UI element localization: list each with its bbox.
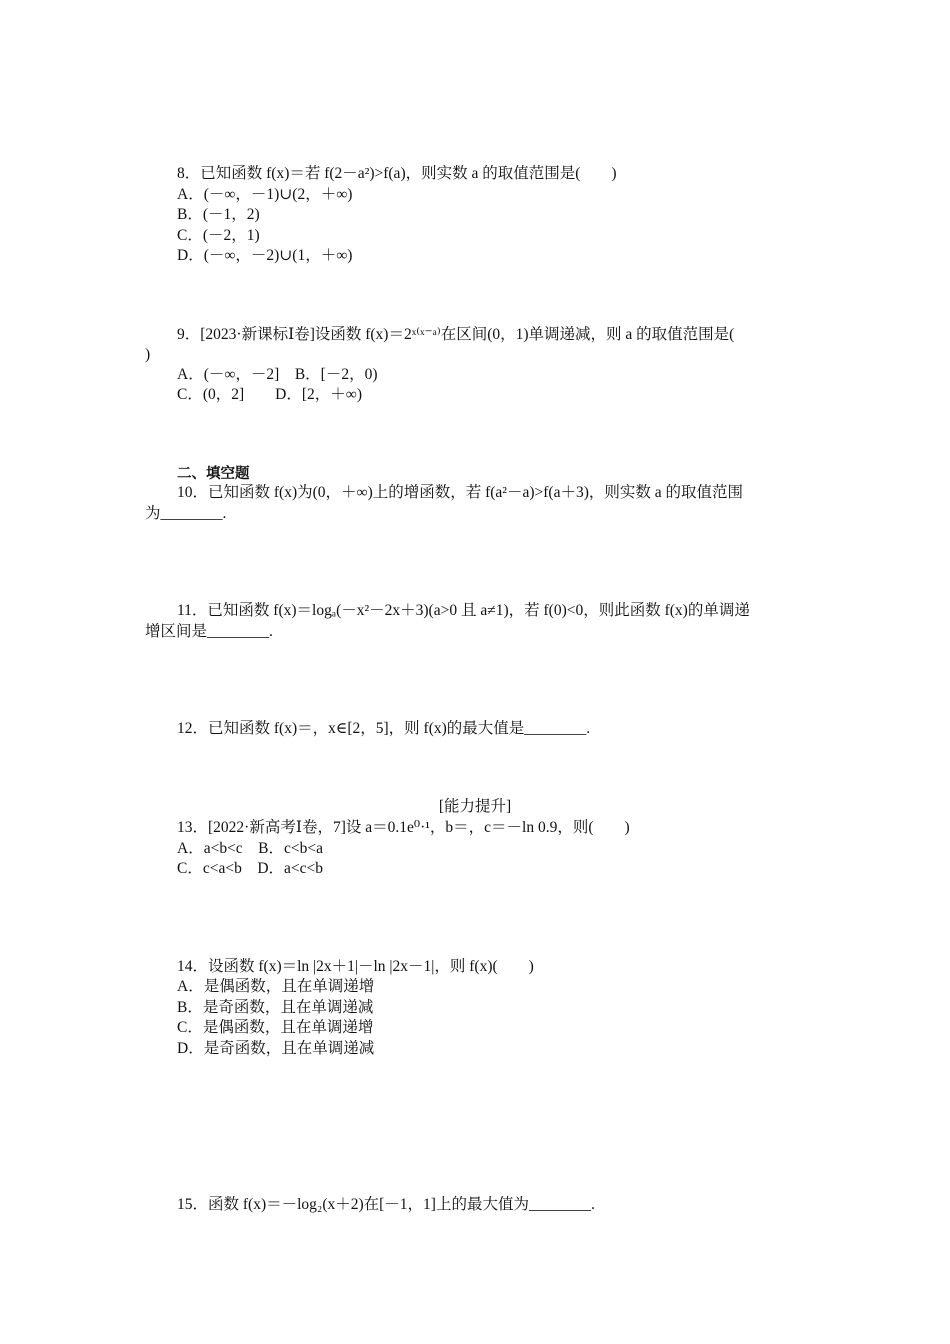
q9-options-ab: A．(－∞，－2] B．[－2，0) — [177, 366, 378, 383]
q10-stem-continued: 为________. — [145, 505, 227, 522]
q8-option-b: B．(－1，2) — [177, 206, 260, 223]
q14-option-b: B．是奇函数，且在单调递减 — [177, 999, 374, 1016]
q8-option-a: A．(－∞，－1)∪(2，＋∞) — [177, 186, 353, 203]
q8-stem: 8．已知函数 f(x)＝若 f(2－a²)>f(a)，则实数 a 的取值范围是( ) — [177, 165, 617, 182]
q14-option-d: D．是奇函数，且在单调递减 — [177, 1040, 375, 1057]
q8-option-c: C．(－2，1) — [177, 227, 260, 244]
q11-stem: 11．已知函数 f(x)＝logₐ(－x²－2x＋3)(a>0 且 a≠1)，若 f(0)<0，则此函数 f(x)的单调递 — [177, 602, 750, 619]
q9-options-cd: C．(0，2] D．[2，＋∞) — [177, 386, 362, 403]
q15-stem: 15．函数 f(x)＝－log₂(x＋2)在[－1，1]上的最大值为________. — [177, 1196, 595, 1213]
q8-option-d: D．(－∞，－2)∪(1，＋∞) — [177, 247, 353, 264]
q12-stem: 12．已知函数 f(x)＝，x∈[2，5]，则 f(x)的最大值是________. — [177, 720, 591, 737]
q13-stem: 13．[2022·新高考Ⅰ卷，7]设 a＝0.1e⁰·¹，b＝，c＝－ln 0.9，则( ) — [177, 819, 630, 836]
q13-options-cd: C．c<a<b D．a<c<b — [177, 860, 324, 877]
q9-stem-continued: ) — [145, 346, 151, 363]
q9-stem: 9．[2023·新课标Ⅰ卷]设函数 f(x)＝2ˣ⁽ˣ⁻ᵃ⁾在区间(0，1)单调递减，则 a 的取值范围是( — [177, 326, 735, 343]
section-title-ability: [能力提升] — [438, 798, 512, 815]
q14-option-c: C．是偶函数，且在单调递增 — [177, 1019, 374, 1036]
section-title-fill-in: 二、填空题 — [177, 466, 250, 482]
q13-options-ab: A．a<b<c B．c<b<a — [177, 840, 324, 857]
q14-stem: 14．设函数 f(x)＝ln |2x＋1|－ln |2x－1|，则 f(x)( ) — [177, 958, 534, 975]
q11-stem-continued: 增区间是________. — [145, 623, 273, 640]
q10-stem: 10．已知函数 f(x)为(0，＋∞)上的增函数，若 f(a²－a)>f(a＋3)，则实数 a 的取值范围 — [177, 484, 743, 501]
q14-option-a: A．是偶函数，且在单调递增 — [177, 978, 375, 995]
